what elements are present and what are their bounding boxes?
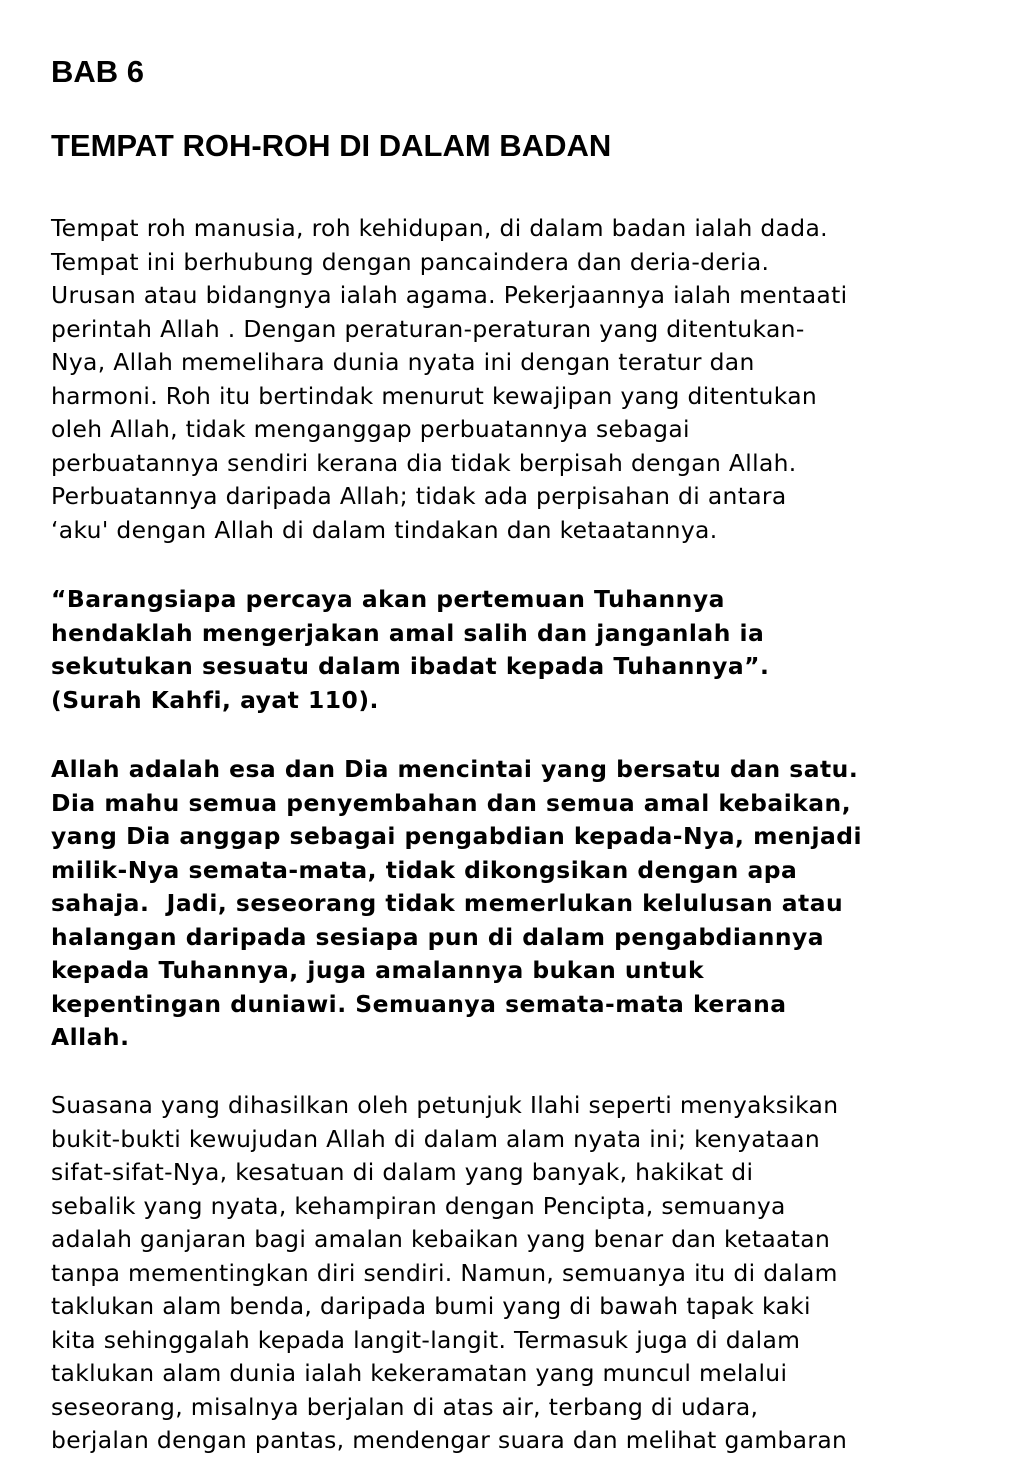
text-line: taklukan alam dunia ialah kekeramatan yang muncul melalui [51, 1359, 788, 1387]
chapter-heading: BAB 6 [51, 54, 145, 89]
paragraph-3 [51, 753, 862, 1055]
text-line: harmoni. Roh itu bertindak menurut kewajipan yang ditentukan [51, 381, 818, 410]
text-line: oleh Allah, tidak menganggap perbuatannya sebagai [51, 415, 690, 443]
text-line: hendaklah mengerjakan amal salih dan janganlah ia [51, 618, 765, 647]
text-line: Tempat ini berhubung dengan pancaindera dan deria-deria. [51, 247, 770, 276]
text-line: kepada Tuhannya, juga amalannya bukan untuk [51, 956, 705, 984]
paragraph-4 [51, 1089, 847, 1458]
text-line: sekutukan sesuatu dalam ibadat kepada Tuhannya”. [51, 652, 770, 680]
text-line: “Barangsiapa percaya akan pertemuan Tuhannya [51, 585, 725, 613]
text-line: Perbuatannya daripada Allah; tidak ada perpisahan di antara [51, 482, 787, 510]
chapter-title: TEMPAT ROH-ROH DI DALAM BADAN [51, 128, 612, 163]
text-line: kepentingan duniawi. Semuanya semata-mata kerana [51, 989, 787, 1018]
text-line: berjalan dengan pantas, mendengar suara dan melihat gambaran [51, 1426, 848, 1454]
text-line: bukit-bukti kewujudan Allah di dalam alam nyata ini; kenyataan [51, 1124, 821, 1153]
text-line: sahaja. Jadi, seseorang tidak memerlukan kelulusan atau [51, 889, 844, 917]
text-line: Dia mahu semua penyembahan dan semua amal kebaikan, [51, 788, 852, 817]
quote-paragraph [51, 583, 769, 717]
text-line: adalah ganjaran bagi amalan kebaikan yang benar dan ketaatan [51, 1225, 831, 1253]
text-line: seseorang, misalnya berjalan di atas air, terbang di udara, [51, 1392, 759, 1421]
text-line: Urusan atau bidangnya ialah agama. Pekerjaannya ialah mentaati [51, 281, 848, 309]
text-line: (Surah Kahfi, ayat 110). [51, 685, 379, 714]
text-line: halangan daripada sesiapa pun di dalam pengabdiannya [51, 922, 825, 951]
text-line: Suasana yang dihasilkan oleh petunjuk Ilahi seperti menyaksikan [51, 1091, 839, 1119]
text-line: sebalik yang nyata, kehampiran dengan Pencipta, semuanya [51, 1191, 786, 1220]
paragraph-1 [51, 212, 847, 547]
text-line: yang Dia anggap sebagai pengabdian kepada-Nya, menjadi [51, 822, 863, 850]
text-line: taklukan alam benda, daripada bumi yang di bawah tapak kaki [51, 1292, 811, 1320]
text-line: Allah. [51, 1023, 130, 1051]
text-line: tanpa mementingkan diri sendiri. Namun, semuanya itu di dalam [51, 1258, 838, 1287]
text-line: kita sehinggalah kepada langit-langit. Termasuk juga di dalam [51, 1325, 801, 1354]
text-line: perbuatannya sendiri kerana dia tidak berpisah dengan Allah. [51, 448, 797, 477]
text-line: perintah Allah . Dengan peraturan-peraturan yang ditentukan- [51, 314, 805, 343]
text-line: sifat-sifat-Nya, kesatuan di dalam yang banyak, hakikat di [51, 1158, 754, 1186]
text-line: ‘aku' dengan Allah di dalam tindakan dan ketaatannya. [51, 515, 718, 544]
text-line: Nya, Allah memelihara dunia nyata ini dengan teratur dan [51, 348, 755, 376]
text-line: Allah adalah esa dan Dia mencintai yang bersatu dan satu. [51, 755, 859, 783]
text-line: Tempat roh manusia, roh kehidupan, di dalam badan ialah dada. [51, 214, 828, 242]
text-line: milik-Nya semata-mata, tidak dikongsikan dengan apa [51, 855, 798, 884]
